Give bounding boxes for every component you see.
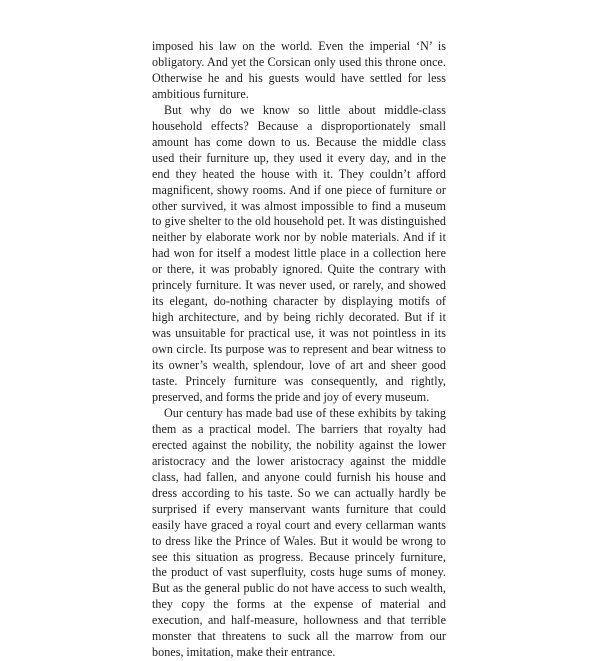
paragraph-middle-class-furniture: But why do we know so little about middle-class household effects? Because a disproportionately small amount has come down to us. Because the middle class used their furniture up, they used it every day, and in the end they heated the house with it. They couldn’t afford magnificent, showy rooms. And if one piece of furniture or other survived, it was almost impossible to find a museum to give shelter to the old household pet. It was distinguished neither by elaborate work nor by noble materials. And if it had won for itself a modest little place in a collection here or there, it was probably ignored. Quite the contrary with princely furniture. It was never used, or rarely, and showed its elegant, do-nothing character by displaying motifs of high architecture, and by being richly decorated. But if it was unsuitable for practical use, it was not pointless in its own circle. Its purpose was to represent and bear witness to its owner’s wealth, splendour, love of art and sheer good taste. Princely furniture was consequently, and rightly, preserved, and forms the pride and joy of every museum.: [152, 102, 446, 404]
body-text: [152, 39, 446, 661]
paragraph-continued: imposed his law on the world. Even the imperial ‘N’ is obligatory. And yet the Corsican only used this throne once. Otherwise he and his guests would have settled for less ambitious furniture.: [152, 39, 446, 101]
paragraph-our-century: Our century has made bad use of these exhibits by taking them as a practical model. The barriers that royalty had erected against the nobility, the nobility against the lower aristocracy and the lower aristocracy against the middle class, had fallen, and anyone could furnish his house and dress according to his taste. So we can actually hardly be surprised if every manservant wants furniture that could easily have graced a royal court and every cellarman wants to dress like the Prince of Wales. But it would be wrong to see this situation as progress. Because princely furniture, the product of vast superfluity, costs huge sums of money. But as the general public do not have access to such wealth, they copy the forms at the expense of material and execution, and half-measure, hollowness and that terrible monster that threatens to suck all the marrow from our bones, imitation, make their entrance.: [152, 405, 446, 660]
